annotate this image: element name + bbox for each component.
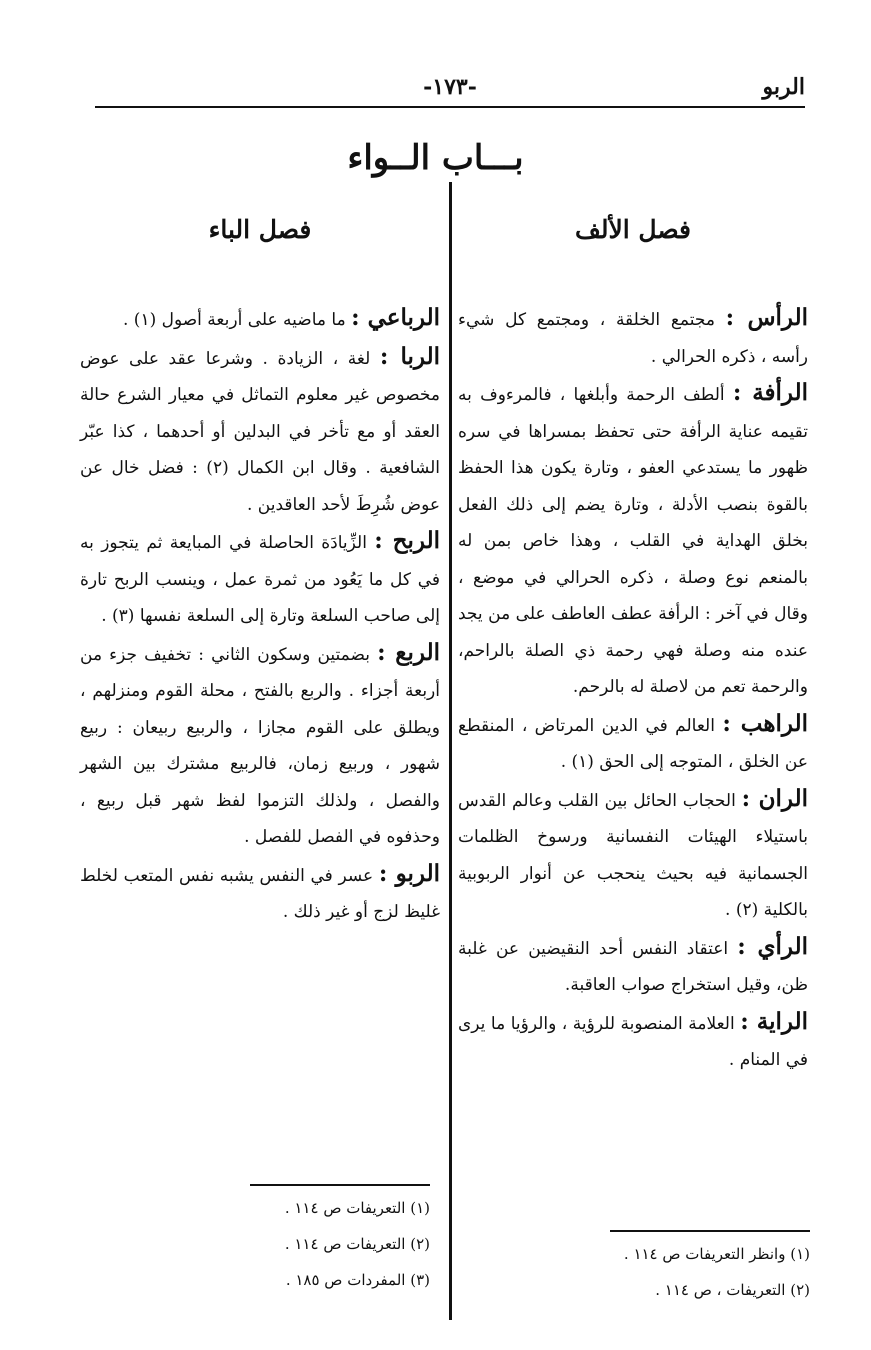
footnote-rule [610, 1230, 810, 1232]
entry-text-line: لخلط غليظ لزج أو غير ذلك . [80, 865, 440, 922]
entry-text-line: العلامة المنصوبة للرؤية ، والرؤيا ما [490, 1013, 735, 1034]
right-column [458, 210, 808, 1079]
running-header [95, 72, 805, 108]
entry-text-line: الشرع حالة العقد أو مع تأخر في البدلين [80, 385, 440, 442]
entry-term: الربع : [377, 638, 440, 666]
entry-text-line: وحذفوه في الفصل للفصل . [244, 827, 440, 847]
entry-term: الرأفة : [732, 379, 809, 406]
footnote: (١) وانظر التعريفات ص ١١٤ . [623, 1245, 810, 1263]
entry-text-line: سره ظهور ما يستدعي العفو ، وتارة [458, 421, 809, 478]
dictionary-entry [80, 300, 440, 339]
entry-term: الراية : [740, 1007, 808, 1035]
entry-term: الربو : [378, 859, 441, 887]
running-title: الربو [762, 74, 805, 100]
right-footnotes [600, 1230, 810, 1308]
dictionary-entry [458, 781, 808, 929]
entry-text-line: اعتقاد النفس أحد النقيضين عن [495, 938, 729, 959]
entry-text-line: يرى في المنام . [458, 1013, 808, 1070]
entry-text-line: العالم في الدين المرتاض ، المنقطع [458, 715, 715, 736]
dictionary-entry [80, 635, 440, 856]
entry-text-line: من أربعة أجزاء . والربع بالفتح ، محلة [80, 644, 440, 701]
entry-term: الرباعي : [351, 304, 440, 331]
entry-text-line: الربح تارة إلى صاحب السلعة وتارة إلى [80, 569, 440, 626]
entry-text-line: مخصوص غير معلوم التماثل في معيار [168, 385, 440, 405]
left-footnotes [250, 1184, 430, 1298]
dictionary-entry [458, 300, 808, 375]
entry-text-line: عن الخلق ، المتوجه إلى الحق (١) . [560, 752, 808, 772]
entry-text-line: بضمتين وسكون الثاني : تخفيف جزء [109, 644, 370, 665]
entry-text-line: ما ماضيه على أربعة أصول (١) . [122, 310, 346, 330]
entry-text-line: آخر : الرأفة عطف العاطف على من يجد [458, 604, 741, 624]
entry-text-line: الظلمات الجسمانية فيه بحيث ينحجب عن [458, 827, 809, 884]
entry-text-line: به في كل ما يَعُود من ثمرة عمل ، وينسب [80, 533, 441, 590]
entry-term: الرأس : [725, 304, 809, 331]
entry-text-line: باستيلاء الهيئات النفسانية ورسوخ [537, 827, 809, 847]
column-divider [449, 182, 452, 1320]
entry-text-line: والرحمة تعم من لاصلة له بالرحم. [572, 677, 808, 697]
entry-text-line: السلعة نفسها (٣) . [101, 606, 235, 626]
entry-text-line: يكون هذا الحفظ بالقوة بنصب الأدلة ، [458, 458, 808, 515]
section-title-alif: فصل الألف [575, 215, 691, 244]
entry-text-line: تقيمه عناية الرأفة حتى تحفظ بمسراها في [498, 421, 809, 442]
right-entries [458, 300, 808, 1079]
entry-term: الربح : [374, 527, 441, 554]
entry-text-line: أو أحدهما ، كذا عبّر الشافعية . وقال ابن [80, 421, 441, 478]
dictionary-entry [80, 523, 440, 635]
entry-text-line: لغة ، الزيادة . وشرعا عقد على عوض [80, 348, 371, 369]
dictionary-entry [80, 339, 440, 524]
entry-text-line: أنوار الربوبية بالكلية (٢) . [458, 863, 808, 920]
left-column [80, 210, 440, 931]
entry-term: الراهب : [722, 709, 808, 737]
footnote: (٢) التعريفات ، ص ١١٤ . [655, 1281, 810, 1299]
entry-text-line: والربيع ربيعان : ربيع شهور ، وربيع [80, 717, 440, 774]
chapter-title: بـــاب الــواء [347, 138, 524, 178]
entry-term: الران : [741, 784, 808, 812]
entry-text-line: زمان، فالربيع مشترك بين الشهر والفصل ، [80, 754, 440, 811]
dictionary-entry [458, 375, 808, 706]
left-entries [80, 300, 440, 931]
entry-text-line: عسر في النفس يشبه نفس المتعب [123, 865, 374, 886]
entry-text-line: ولذلك التزموا لفظ شهر قبل ربيع ، [80, 790, 358, 811]
entry-text-line: ألطف الرحمة وأبلغها ، فالمرءوف به [458, 385, 725, 405]
page-number: -١٧٣- [423, 74, 477, 100]
entry-term: الربا : [379, 342, 441, 370]
footnote: (١) التعريفات ص ١١٤ . [284, 1199, 430, 1217]
dictionary-entry [80, 856, 440, 931]
entry-text-line: مجتمع الخلقة ، ومجتمع كل شيء [458, 310, 715, 330]
entry-text-line: رأسه ، ذكره الحرالي . [650, 346, 808, 367]
footnote-rule [250, 1184, 430, 1186]
section-title-ba: فصل الباء [208, 215, 312, 244]
entry-text-line: الحجاب الحائل بين القلب وعالم القدس [458, 790, 736, 811]
footnote: (٢) التعريفات ص ١١٤ . [284, 1235, 430, 1253]
dictionary-entry [458, 1004, 808, 1079]
entry-text-line: الكمال (٢) : فضل خال عن عوض شُرِطَ [80, 458, 440, 515]
entry-text-line: وصلة ، ذكره الحرالي في موضع ، وقال في [458, 567, 808, 624]
dictionary-entry [458, 929, 808, 1004]
footnote: (٣) المفردات ص ١٨٥ . [285, 1271, 430, 1289]
entry-text-line: الزِّيادَة الحاصلة في المبايعة ثم يتجوز [101, 533, 367, 553]
dictionary-entry [458, 706, 808, 781]
entry-text-line: غلبة ظن، وقيل استخراج صواب العاقبة. [458, 938, 808, 995]
entry-term: الرأي : [737, 932, 808, 960]
entry-text-line: عنده منه وصلة فهي رحمة ذي الصلة بالراحم، [458, 640, 808, 661]
entry-text-line: القوم ومنزلهم ، ويطلق على القوم مجازا ، [80, 681, 440, 738]
entry-text-line: لأحد العاقدين . [247, 494, 351, 515]
entry-text-line: في القلب ، وهذا خاص بمن له بالمنعم نوع [458, 531, 808, 588]
entry-text-line: وتارة يضم إلى ذلك الفعل بخلق الهداية [458, 494, 808, 551]
